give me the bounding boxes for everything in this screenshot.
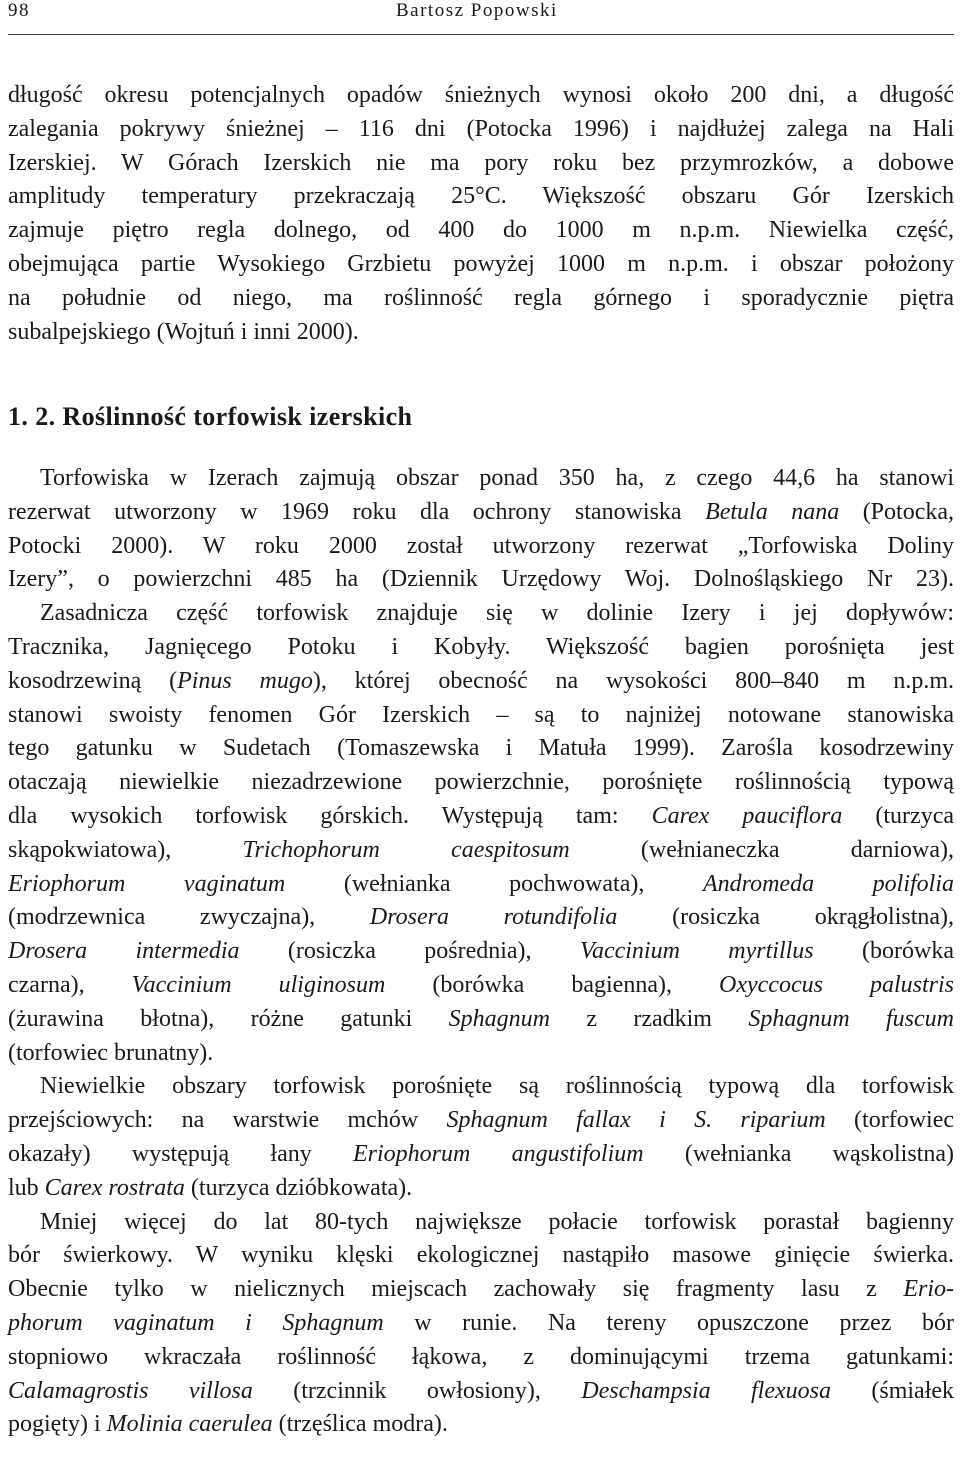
species-name: Carex rostrata (44, 1174, 185, 1201)
species-name: Calamagrostis villosa (8, 1377, 253, 1404)
species-name: Pinus mugo (177, 667, 313, 694)
text-line: Eriophorum vaginatum (wełnianka pochwowata), Andromeda polifolia (8, 870, 954, 897)
text-line: obejmująca partie Wysokiego Grzbietu powyżej 1000 m n.p.m. i obszar położony (8, 250, 954, 277)
text-line: subalpejskiego (Wojtuń i inni 2000). (8, 318, 359, 345)
text-line: stanowi swoisty fenomen Gór Izerskich – są to najniżej notowane stanowiska (8, 701, 954, 728)
page-number: 98 (8, 0, 30, 21)
text-line: pogięty) i Molinia caerulea (trzęślica modra). (8, 1411, 448, 1438)
text-line: Tracznika, Jagnięcego Potoku i Kobyły. Większość bagien porośnięta jest (8, 633, 954, 660)
species-name: Oxyccocus palustris (719, 971, 954, 998)
running-header-author: Bartosz Popowski (396, 0, 558, 21)
text-line: bór świerkowy. W wyniku klęski ekologicznej nastąpiło masowe ginięcie świerka. (8, 1242, 954, 1269)
text-line: phorum vaginatum i Sphagnum w runie. Na tereny opuszczone przez bór (8, 1309, 955, 1336)
species-name: Vaccinium myrtillus (579, 938, 814, 965)
text-line: Torfowiska w Izerach zajmują obszar ponad 350 ha, z czego 44,6 ha stanowi (40, 465, 954, 491)
text-line: Mniej więcej do lat 80-tych największe połacie torfowisk porastał bagienny (40, 1208, 954, 1235)
body-text (8, 462, 954, 1442)
text-line: rezerwat utworzony w 1969 roku dla ochrony stanowiska Betula nana (Potocka, (8, 498, 954, 525)
species-name: Sphagnum (448, 1005, 550, 1032)
text-line: lub Carex rostrata (turzyca dzióbkowata). (8, 1174, 413, 1201)
species-name: Betula nana (705, 498, 840, 525)
species-name: Trichophorum caespitosum (242, 836, 570, 863)
text-line: przejściowych: na warstwie mchów Sphagnum fallax i S. riparium (torfowiec (8, 1107, 954, 1134)
species-name: Drosera rotundifolia (369, 904, 618, 931)
text-line: skąpokwiatowa), Trichophorum caespitosum (wełnianeczka darniowa), (8, 836, 954, 863)
species-name: Eriophorum angustifolium (352, 1140, 644, 1167)
text-line: otaczają niewielkie niezadrzewione powierzchnie, porośnięte roślinnością typową (8, 769, 954, 796)
species-name: Vaccinium uliginosum (131, 971, 386, 998)
text-line: Niewielkie obszary torfowisk porośnięte są roślinnością typową dla torfowisk (40, 1073, 954, 1100)
text-line: Calamagrostis villosa (trzcinnik owłosiony), Deschampsia flexuosa (śmiałek (8, 1377, 955, 1404)
text-line: Zasadnicza część torfowisk znajduje się w dolinie Izery i jej dopływów: (40, 600, 954, 627)
text-line: zalegania pokrywy śnieżnej – 116 dni (Potocka 1996) i najdłużej zalega na Hali (8, 115, 954, 142)
text-line: Obecnie tylko w nielicznych miejscach zachowały się fragmenty lasu z Erio- (8, 1276, 954, 1303)
species-name: Sphagnum fallax i S. riparium (446, 1107, 826, 1134)
text-line: Potocki 2000). W roku 2000 został utworzony rezerwat „Torfowiska Doliny (8, 532, 954, 559)
text-line: na południe od niego, ma roślinność regla górnego i sporadycznie piętra (8, 284, 954, 311)
species-name: Sphagnum fuscum (748, 1005, 954, 1032)
text-line: zajmuje piętro regla dolnego, od 400 do 1000 m n.p.m. Niewielka część, (8, 217, 954, 244)
species-name: Eriophorum vaginatum (8, 870, 286, 897)
text-line: tego gatunku w Sudetach (Tomaszewska i Matuła 1999). Zarośla kosodrzewiny (8, 735, 954, 762)
text-line: (torfowiec brunatny). (8, 1039, 214, 1066)
species-name: Deschampsia flexuosa (581, 1377, 831, 1404)
text-line: okazały) występują łany Eriophorum angustifolium (wełnianka wąskolistna) (8, 1140, 954, 1167)
text-line: długość okresu potencjalnych opadów śnieżnych wynosi około 200 dni, a długość (8, 82, 954, 108)
running-header (8, 0, 952, 28)
text-line: (żurawina błotna), różne gatunki Sphagnum z rzadkim Sphagnum fuscum (8, 1005, 954, 1032)
intro-paragraph (8, 79, 954, 349)
text-line: Drosera intermedia (rosiczka pośrednia), Vaccinium myrtillus (borówka (8, 938, 955, 965)
text-line: Izery”, o powierzchni 485 ha (Dziennik Urzędowy Woj. Dolnośląskiego Nr 23). (8, 566, 954, 593)
text-line: amplitudy temperatury przekraczają 25°C. Większość obszaru Gór Izerskich (8, 183, 954, 210)
text-line: dla wysokich torfowisk górskich. Występują tam: Carex pauciflora (turzyca (8, 802, 954, 829)
header-rule (8, 34, 954, 35)
species-name: Molinia caerulea (106, 1411, 273, 1438)
text-line: czarna), Vaccinium uliginosum (borówka bagienna), Oxyccocus palustris (8, 971, 954, 998)
text-line: kosodrzewiną (Pinus mugo), której obecność na wysokości 800–840 m n.p.m. (8, 667, 955, 694)
species-name: phorum vaginatum i Sphagnum (8, 1309, 384, 1336)
text-line: (modrzewnica zwyczajna), Drosera rotundifolia (rosiczka okrągłolistna), (8, 904, 955, 931)
species-name: Carex pauciflora (651, 802, 843, 829)
section-heading: 1. 2. Roślinność torfowisk izerskich (8, 402, 413, 431)
species-name: Drosera intermedia (8, 938, 240, 965)
text-line: stopniowo wkraczała roślinność łąkowa, z dominującymi trzema gatunkami: (8, 1343, 954, 1370)
species-name: Andromeda polifolia (702, 870, 954, 897)
text-line: Izerskiej. W Górach Izerskich nie ma pory roku bez przymrozków, a dobowe (8, 149, 954, 176)
species-name: Erio- (903, 1276, 954, 1303)
